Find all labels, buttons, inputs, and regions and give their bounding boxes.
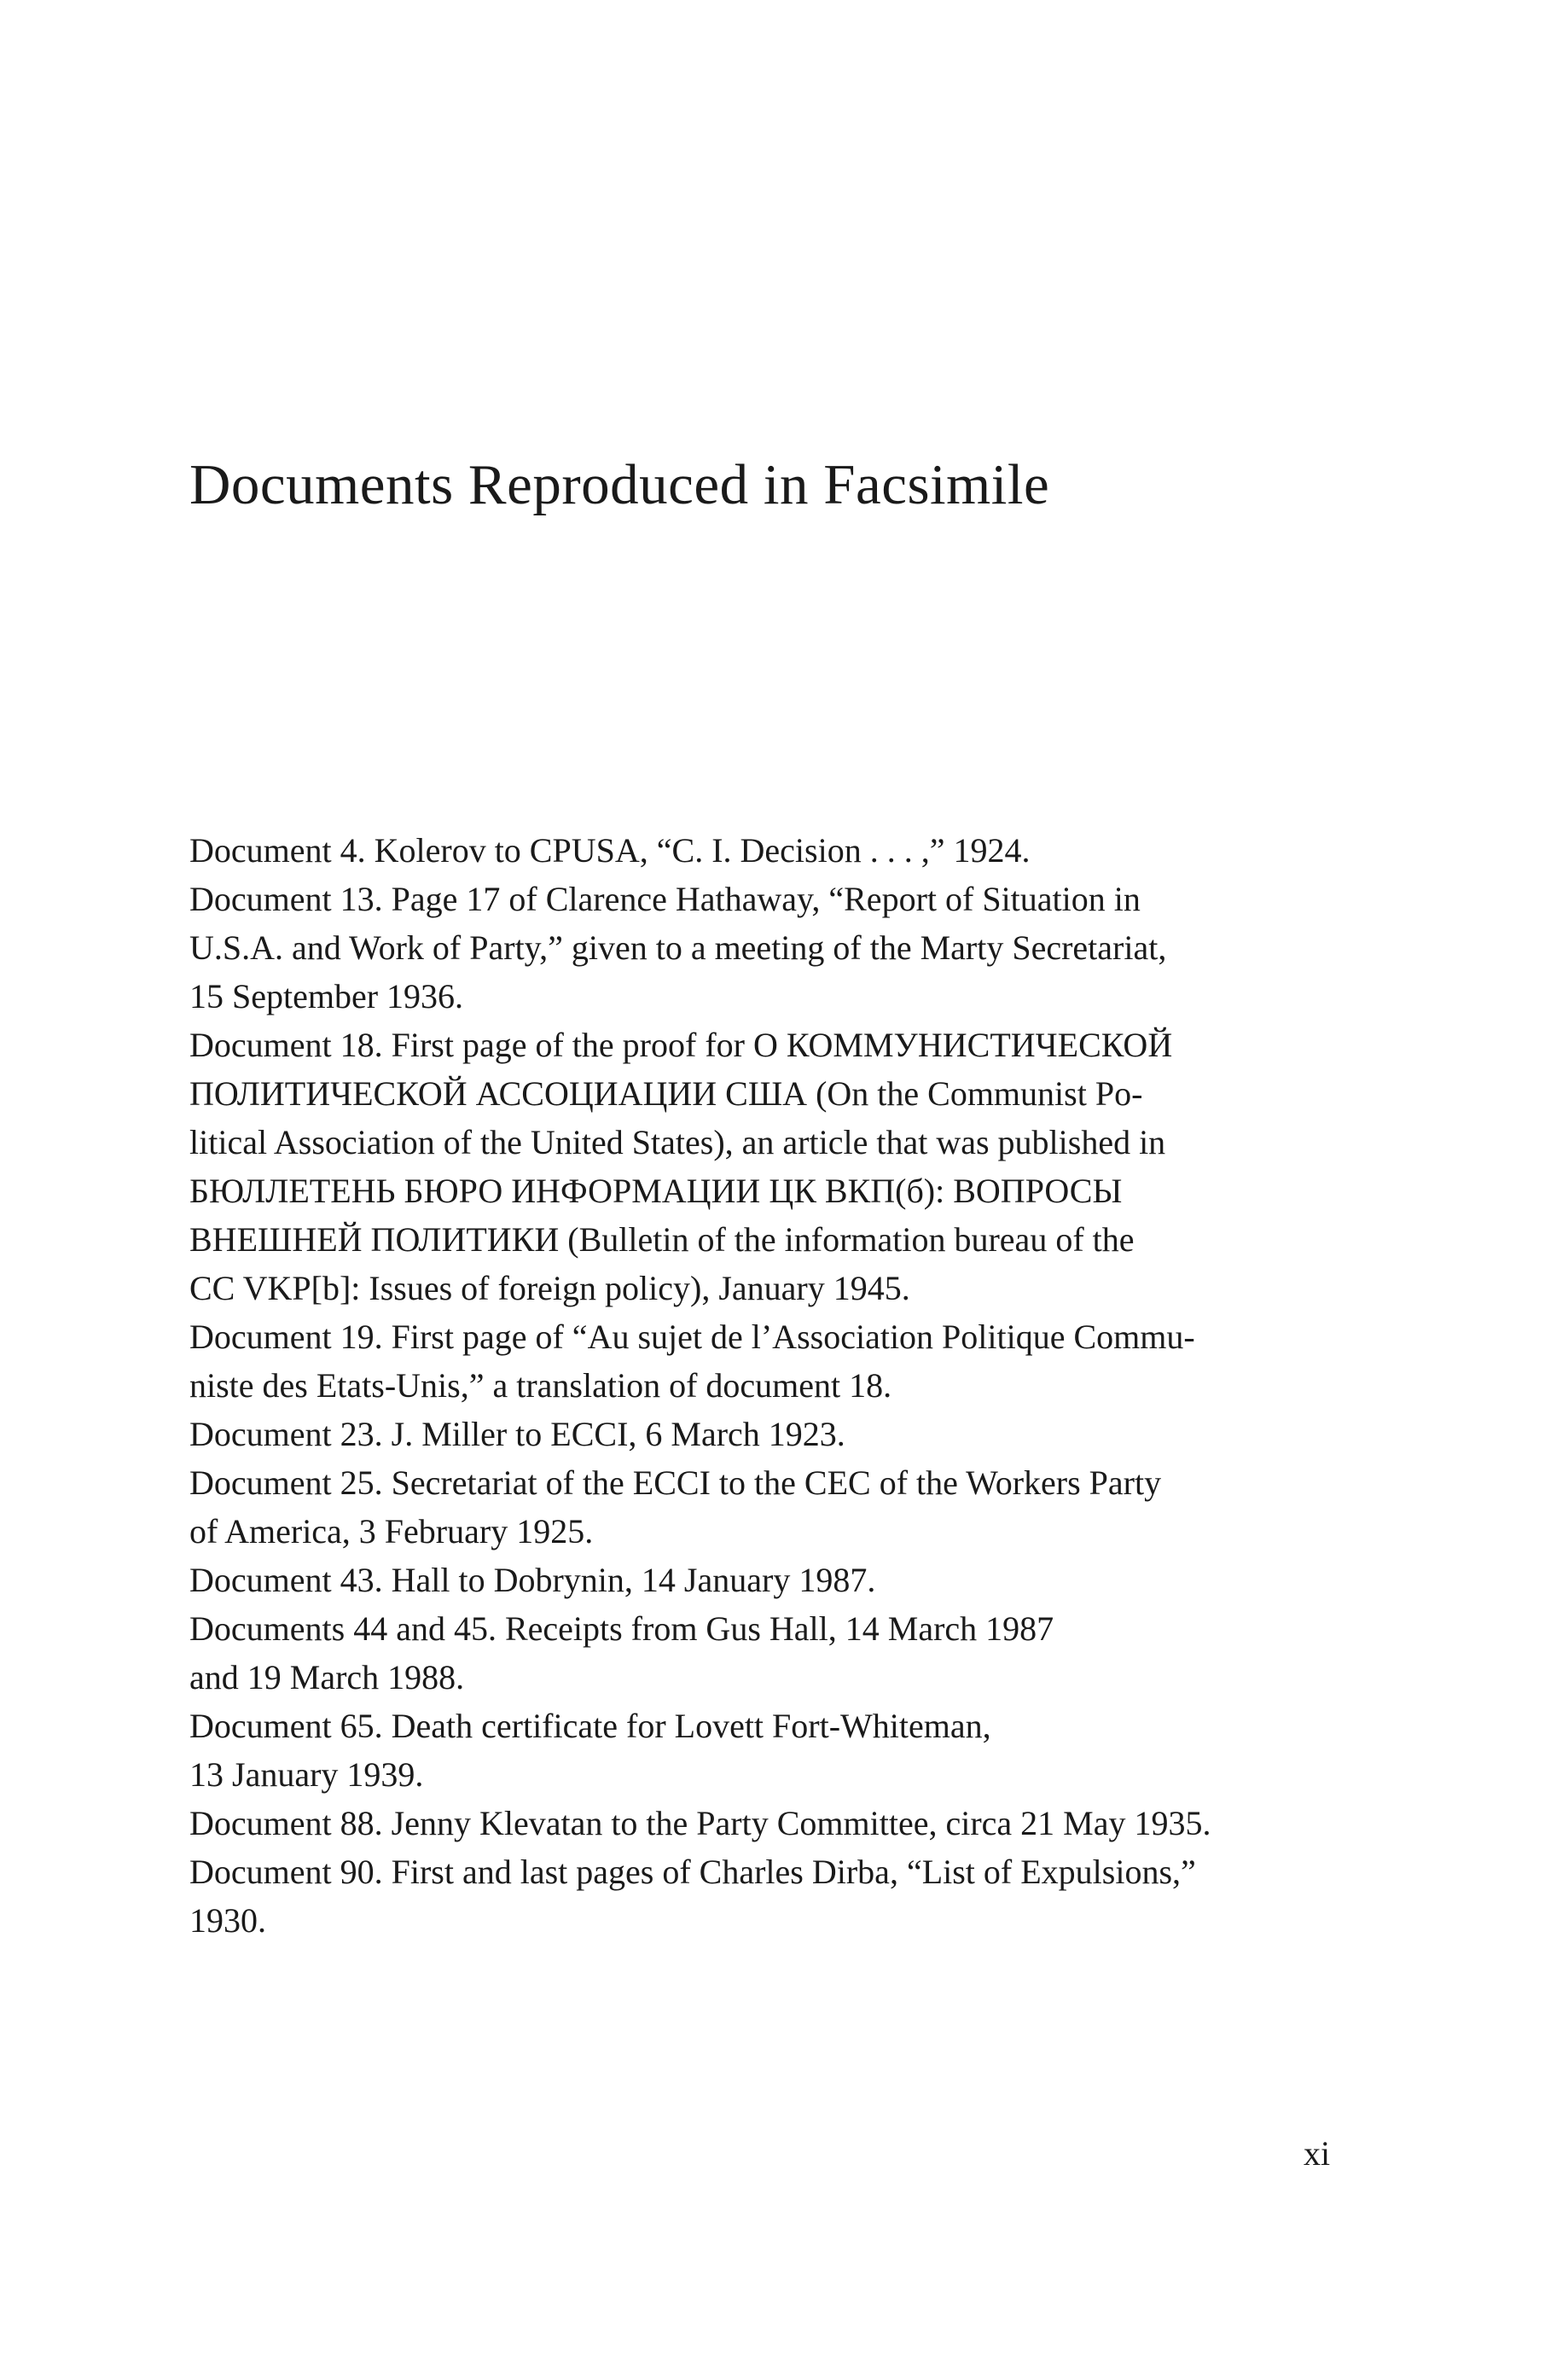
entry-line: Document 4. Kolerov to CPUSA, “C. I. Decision . . . ,” 1924. (189, 831, 1031, 870)
entry-line: 13 January 1939. (189, 1755, 424, 1794)
entry-line: and 19 March 1988. (189, 1658, 465, 1696)
list-item (189, 1312, 1350, 1410)
document-list (189, 826, 1350, 1945)
entry-line: U.S.A. and Work of Party,” given to a meeting of the Marty Secretariat, (189, 928, 1167, 967)
entry-line: Document 23. J. Miller to ECCI, 6 March 1923. (189, 1415, 845, 1453)
list-item (189, 1604, 1350, 1702)
page-number: xi (1304, 2134, 1331, 2173)
entry-line: niste des Etats-Unis,” a translation of document 18. (189, 1366, 892, 1405)
entry-line: litical Association of the United States), an article that was published in (189, 1123, 1166, 1161)
entry-line: Document 88. Jenny Klevatan to the Party Committee, circa 21 May 1935. (189, 1804, 1211, 1842)
entry-line: Document 90. First and last pages of Charles Dirba, “List of Expulsions,” (189, 1853, 1196, 1891)
page-title: Documents Reproduced in Facsimile (189, 453, 1050, 516)
entry-line: 1930. (189, 1901, 266, 1940)
entry-line: Document 65. Death certificate for Lovett Fort-Whiteman, (189, 1707, 991, 1745)
list-item (189, 1021, 1350, 1312)
list-item (189, 875, 1350, 1021)
list-item (189, 1847, 1350, 1945)
entry-line: Document 13. Page 17 of Clarence Hathaway, “Report of Situation in (189, 880, 1141, 918)
entry-line: ВНЕШНЕЙ ПОЛИТИКИ (Bulletin of the information bureau of the (189, 1220, 1135, 1259)
entry-line: Document 25. Secretariat of the ECCI to the CEC of the Workers Party (189, 1463, 1162, 1502)
entry-line: ПОЛИТИЧЕСКОЙ АССОЦИАЦИИ США (On the Communist Po- (189, 1074, 1143, 1113)
entry-line: Document 18. First page of the proof for О КОММУНИСТИЧЕСКОЙ (189, 1026, 1173, 1064)
list-item (189, 1556, 1350, 1604)
list-item (189, 1799, 1350, 1847)
list-item (189, 1458, 1350, 1556)
entry-line: Document 19. First page of “Au sujet de l’Association Politique Commu- (189, 1318, 1195, 1356)
entry-line: Documents 44 and 45. Receipts from Gus Hall, 14 March 1987 (189, 1609, 1054, 1648)
list-item (189, 1410, 1350, 1458)
entry-line: БЮЛЛЕТЕНЬ БЮРО ИНФОРМАЦИИ ЦК ВКП(б): ВОПРОСЫ (189, 1172, 1123, 1210)
list-item (189, 826, 1350, 875)
entry-line: Document 43. Hall to Dobrynin, 14 January 1987. (189, 1561, 876, 1599)
entry-line: of America, 3 February 1925. (189, 1512, 594, 1551)
entry-line: 15 September 1936. (189, 977, 464, 1015)
entry-line: CC VKP[b]: Issues of foreign policy), January 1945. (189, 1269, 910, 1307)
list-item (189, 1702, 1350, 1799)
